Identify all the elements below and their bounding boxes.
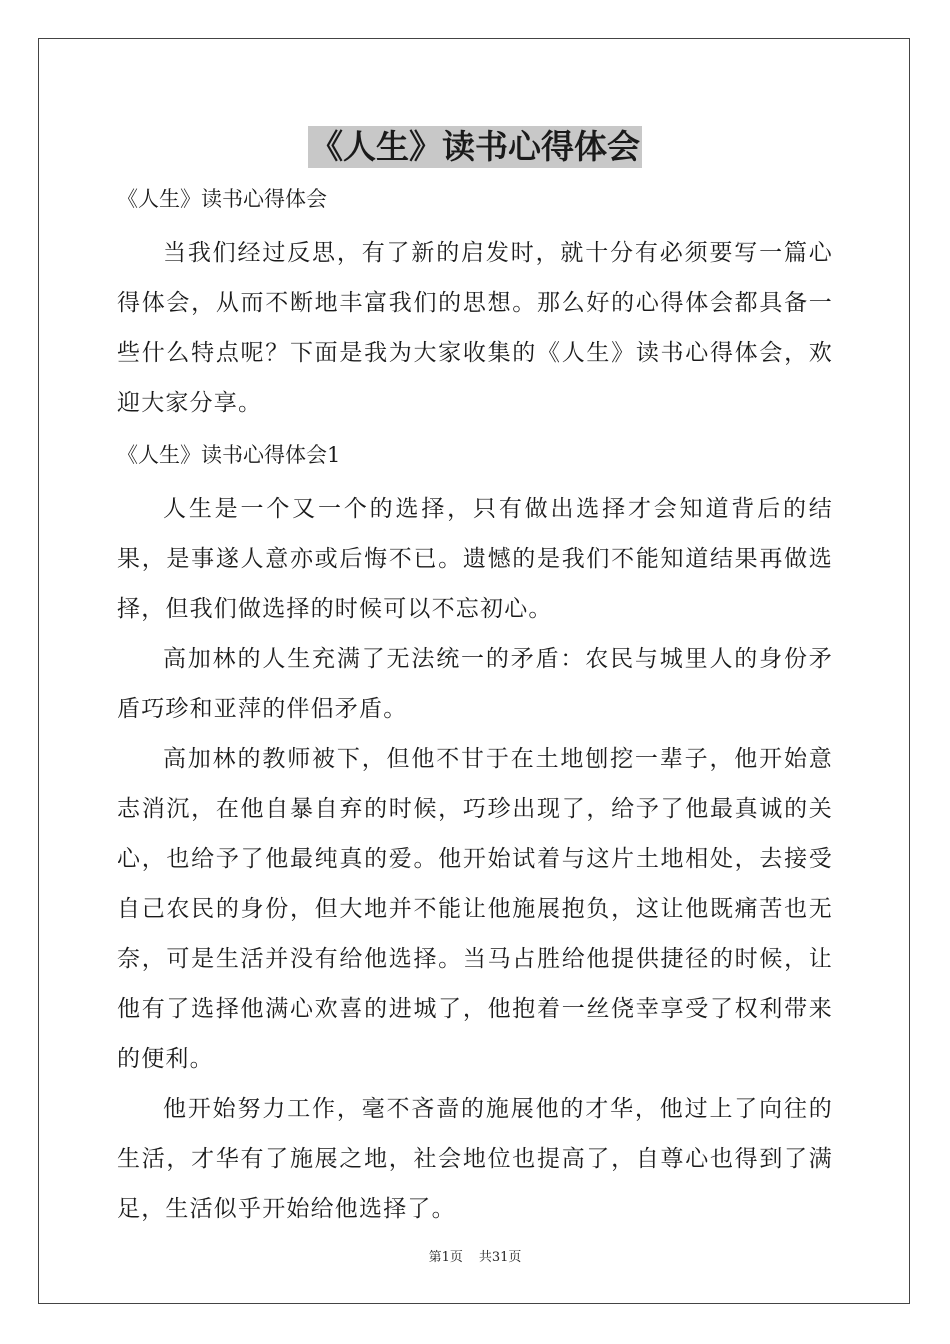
document-body — [117, 180, 833, 1234]
intro-paragraph: 当我们经过反思，有了新的启发时，就十分有必须要写一篇心得体会，从而不断地丰富我们的思想。那么好的心得体会都具备一些什么特点呢？下面是我为大家收集的《人生》读书心得体会，欢迎大家分享。 — [117, 240, 833, 416]
document-title: 《人生》读书心得体会 — [310, 127, 640, 166]
page-total: 共31页 — [478, 1250, 522, 1265]
title-container — [0, 126, 950, 168]
document-subtitle: 《人生》读书心得体会 — [117, 187, 327, 211]
page-number: 第1页 — [428, 1250, 463, 1265]
body-paragraph: 高加林的人生充满了无法统一的矛盾：农民与城里人的身份矛盾巧珍和亚萍的伴侣矛盾。 — [117, 646, 833, 722]
page-footer — [0, 1246, 950, 1265]
body-paragraph: 人生是一个又一个的选择，只有做出选择才会知道背后的结果，是事遂人意亦或后悔不已。遗憾的是我们不能知道结果再做选择，但我们做选择的时候可以不忘初心。 — [117, 496, 833, 622]
body-paragraph: 高加林的教师被下，但他不甘于在土地刨挖一辈子，他开始意志消沉，在他自暴自弃的时候，巧珍出现了，给予了他最真诚的关心，也给予了他最纯真的爱。他开始试着与这片土地相处，去接受自己农民的身份，但大地并不能让他施展抱负，这让他既痛苦也无奈，可是生活并没有给他选择。当马占胜给他提供捷径的时候，让他有了选择他满心欢喜的进城了，他抱着一丝侥幸享受了权利带来的便利。 — [117, 746, 833, 1072]
section-heading: 《人生》读书心得体会1 — [117, 443, 341, 467]
body-paragraph: 他开始努力工作，毫不吝啬的施展他的才华，他过上了向往的生活，才华有了施展之地，社会地位也提高了，自尊心也得到了满足，生活似乎开始给他选择了。 — [117, 1096, 833, 1222]
